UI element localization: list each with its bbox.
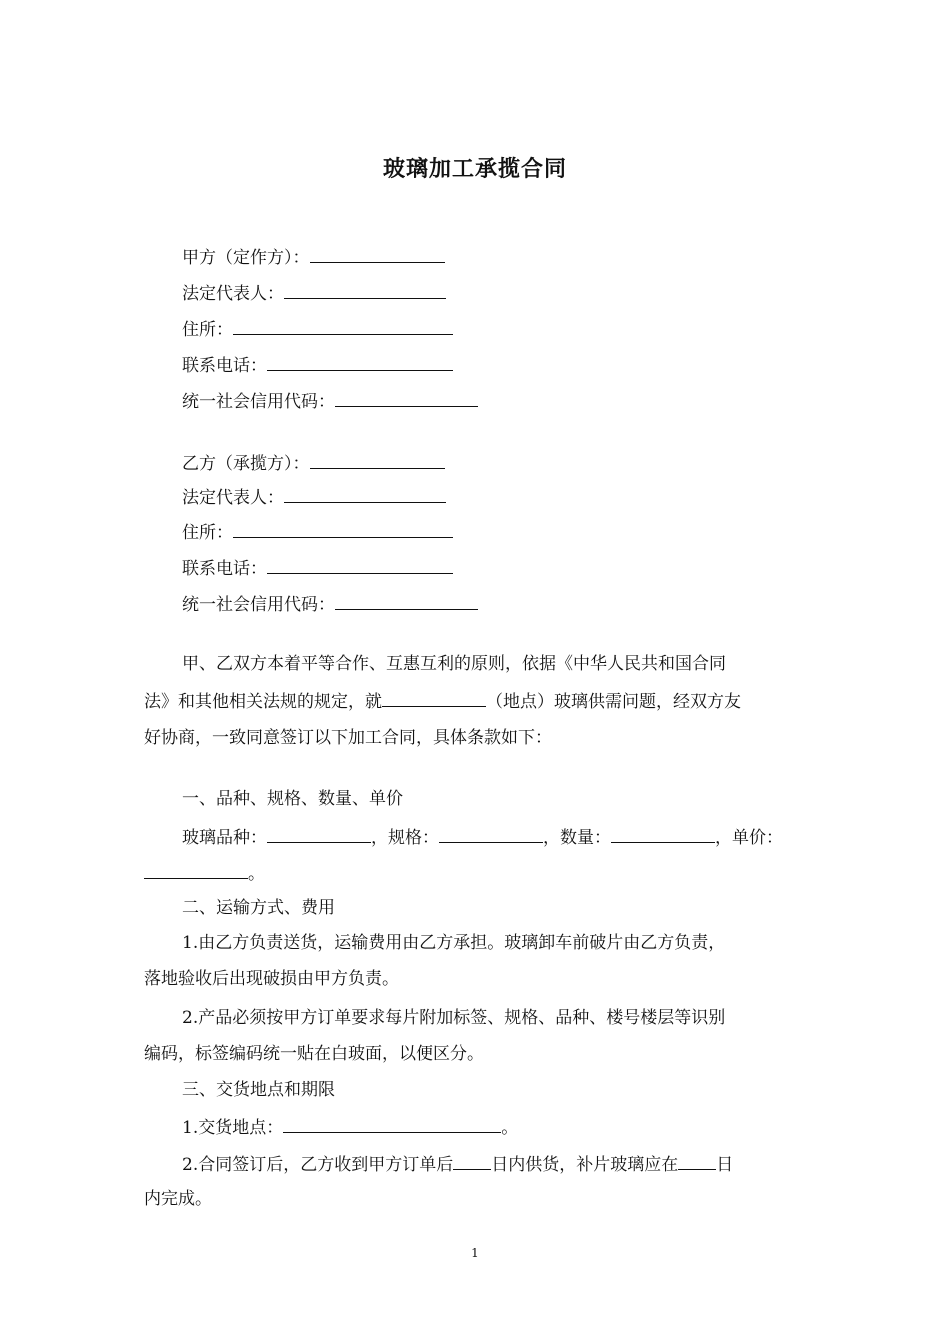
intro-line-1: 甲、乙双方本着平等合作、互惠互利的原则，依据《中华人民共和国合同: [182, 654, 726, 674]
party-a-address-blank[interactable]: [233, 316, 453, 335]
section-3-item-1: [182, 1114, 518, 1140]
party-a-rep-blank[interactable]: [284, 280, 446, 299]
spec-label: ，规格：: [371, 828, 439, 848]
party-b-address-row: [182, 519, 453, 545]
party-b-address-label: 住所：: [182, 523, 233, 543]
party-b-phone-label: 联系电话：: [182, 559, 267, 579]
party-b-credit-blank[interactable]: [335, 591, 478, 610]
party-b-name-blank[interactable]: [310, 450, 445, 469]
replacement-days-blank[interactable]: [678, 1151, 716, 1170]
party-b-name-label: 乙方（承揽方）：: [182, 454, 310, 474]
delivery-location-blank[interactable]: [283, 1114, 501, 1133]
section-3-item-2-part-b: 日内供货，补片玻璃应在: [491, 1155, 679, 1175]
intro-line-3: 好协商，一致同意签订以下加工合同，具体条款如下：: [144, 728, 552, 748]
section-1-price-row: [144, 860, 265, 886]
intro-line-2-part-b: （地点）玻璃供需问题，经双方友: [486, 692, 741, 712]
party-a-phone-row: [182, 352, 453, 378]
section-2-item-2-line-2: 编码，标签编码统一贴在白玻面，以便区分。: [144, 1044, 484, 1064]
page-number: 1: [471, 1246, 479, 1260]
section-3-item-2-part-c: 日: [716, 1155, 734, 1175]
party-a-credit-blank[interactable]: [335, 388, 478, 407]
party-a-credit-label: 统一社会信用代码：: [182, 392, 335, 412]
spec-blank[interactable]: [439, 824, 543, 843]
section-3-heading: 三、交货地点和期限: [182, 1080, 335, 1100]
quantity-label: ，数量：: [543, 828, 611, 848]
party-a-phone-blank[interactable]: [267, 352, 453, 371]
party-b-phone-row: [182, 555, 453, 581]
party-b-rep-blank[interactable]: [284, 484, 446, 503]
price-blank[interactable]: [144, 860, 248, 879]
party-a-credit-row: [182, 388, 478, 414]
party-a-rep-label: 法定代表人：: [182, 284, 284, 304]
party-b-name-row: [182, 450, 445, 476]
section-1-end-mark: 。: [248, 864, 265, 884]
section-2-item-2-line-1: 2.产品必须按甲方订单要求每片附加标签、规格、品种、楼号楼层等识别: [182, 1008, 726, 1028]
party-a-phone-label: 联系电话：: [182, 356, 267, 376]
price-label: ，单价：: [715, 828, 783, 848]
document-title: 玻璃加工承揽合同: [382, 156, 567, 182]
section-1-fields-row: [182, 824, 783, 850]
section-1-heading: 一、品种、规格、数量、单价: [182, 789, 403, 809]
section-3-item-2-line-1: [182, 1151, 733, 1177]
variety-blank[interactable]: [267, 824, 371, 843]
party-b-address-blank[interactable]: [233, 519, 453, 538]
section-2-heading: 二、运输方式、费用: [182, 898, 335, 918]
party-a-name-label: 甲方（定作方）：: [182, 248, 310, 268]
section-3-item-1-end: 。: [501, 1118, 519, 1138]
party-b-credit-row: [182, 591, 478, 617]
party-b-rep-label: 法定代表人：: [182, 488, 284, 508]
delivery-location-label: 1.交货地点：: [182, 1118, 284, 1138]
party-b-credit-label: 统一社会信用代码：: [182, 595, 335, 615]
section-2-item-1-line-2: 落地验收后出现破损由甲方负责。: [144, 969, 399, 989]
intro-location-blank[interactable]: [382, 688, 486, 707]
intro-line-2: [144, 688, 741, 714]
party-a-address-row: [182, 316, 453, 342]
section-3-item-2-line-2: 内完成。: [144, 1189, 212, 1209]
intro-line-2-part-a: 法》和其他相关法规的规定，就: [144, 692, 382, 712]
supply-days-blank[interactable]: [453, 1151, 491, 1170]
party-a-address-label: 住所：: [182, 320, 233, 340]
party-a-name-row: [182, 244, 445, 270]
party-a-rep-row: [182, 280, 446, 306]
variety-label: 玻璃品种：: [182, 828, 267, 848]
section-2-item-1-line-1: 1.由乙方负责送货，运输费用由乙方承担。玻璃卸车前破片由乙方负责，: [182, 933, 726, 953]
section-3-item-2-part-a: 2.合同签订后，乙方收到甲方订单后: [182, 1155, 454, 1175]
party-b-phone-blank[interactable]: [267, 555, 453, 574]
quantity-blank[interactable]: [611, 824, 715, 843]
party-b-rep-row: [182, 484, 446, 510]
party-a-name-blank[interactable]: [310, 244, 445, 263]
